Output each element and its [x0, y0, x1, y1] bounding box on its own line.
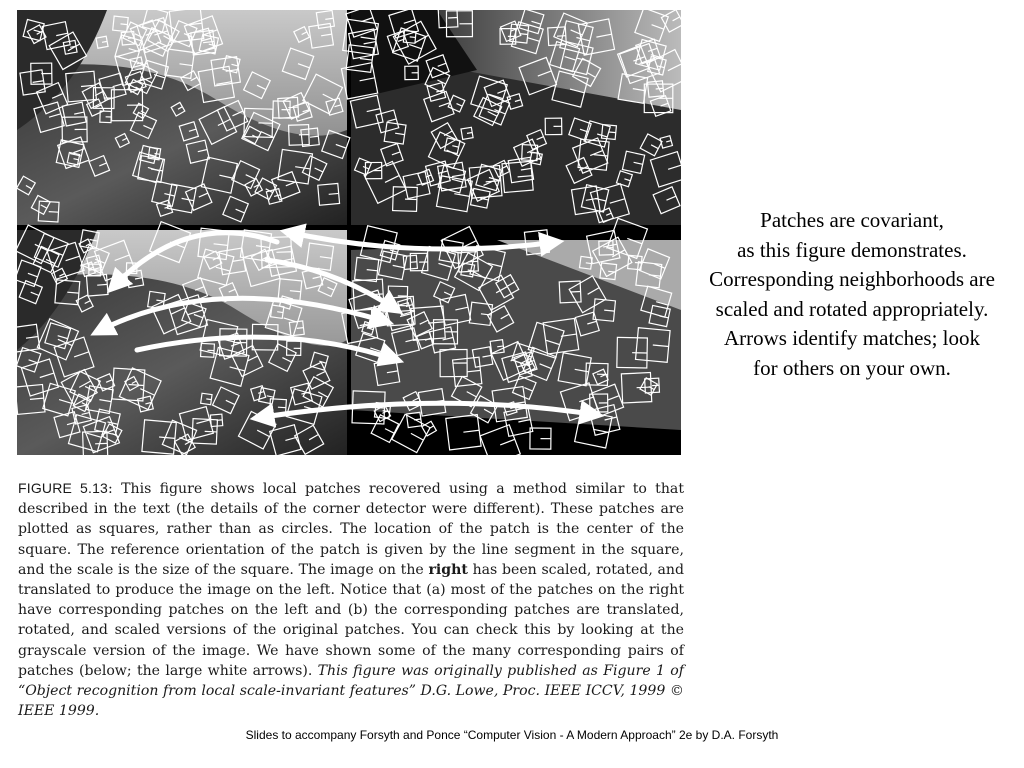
- side-line: Corresponding neighborhoods are: [709, 267, 995, 291]
- side-line: as this figure demonstrates.: [737, 237, 967, 262]
- patch-orientation: [206, 399, 211, 400]
- side-explanation: [682, 206, 1022, 383]
- figure-caption: [18, 478, 684, 721]
- patch-orientation: [586, 263, 592, 264]
- patch-orientation: [656, 88, 663, 89]
- patch-orientation: [276, 252, 291, 253]
- patch-orientation: [205, 431, 217, 432]
- patch-orientation: [155, 154, 160, 155]
- patch-orientation: [410, 262, 416, 263]
- side-line: for others on your own.: [753, 355, 951, 380]
- slide-footer: Slides to accompany Forsyth and Ponce “Computer Vision - A Modern Approach” 2e by D.A. Forsyth: [245, 728, 779, 742]
- patch-orientation: [410, 37, 416, 38]
- caption-text: : This figure shows local patches recovered using a method similar to that described in the text (the details of the corner detector were different). These patches are plotted as squares, rather than as circles. The location of the patch is the center of the square. The reference orientation of the patch is given by the line segment in the square, and the scale is the size of the square. The image on the: [18, 481, 684, 578]
- patch-orientation: [608, 271, 616, 272]
- patch-orientation: [128, 38, 134, 39]
- patch-orientation: [121, 24, 128, 25]
- patch-orientation: [609, 132, 616, 133]
- patch-orientation: [297, 328, 304, 329]
- patch-orientation: [97, 284, 107, 285]
- patch-orientation: [637, 387, 651, 388]
- figure-image: [17, 10, 681, 455]
- caption-bold: right: [428, 561, 468, 578]
- patch-orientation: [497, 346, 503, 347]
- side-line: Patches are covariant,: [760, 208, 944, 232]
- side-line: Arrows identify matches; look: [723, 326, 981, 350]
- patch-orientation: [277, 312, 283, 313]
- caption-text-2: has been scaled, rotated, and translated to produce the image on the left. Notice that (a) most of the patches on the right have corresponding patches on the left and (b) the corresponding patches are translated, rotated, and scaled versions of the original patches. You can check this by looking at the grayscale version of the image. We have shown some of the many corresponding pairs of patches (below; the large white arrows).: [18, 561, 685, 679]
- patch-orientation: [49, 212, 59, 213]
- figure-label: FIGURE 5.13: [18, 480, 109, 496]
- side-line: scaled and rotated appropriately.: [715, 296, 989, 321]
- caption-credit: This figure was originally published as Figure 1 of “Object recognition from local scale-invariant features” D.G. Lowe, Proc. IEEE ICCV, 1999 © IEEE 1999.: [18, 662, 684, 720]
- patch-orientation: [278, 407, 286, 408]
